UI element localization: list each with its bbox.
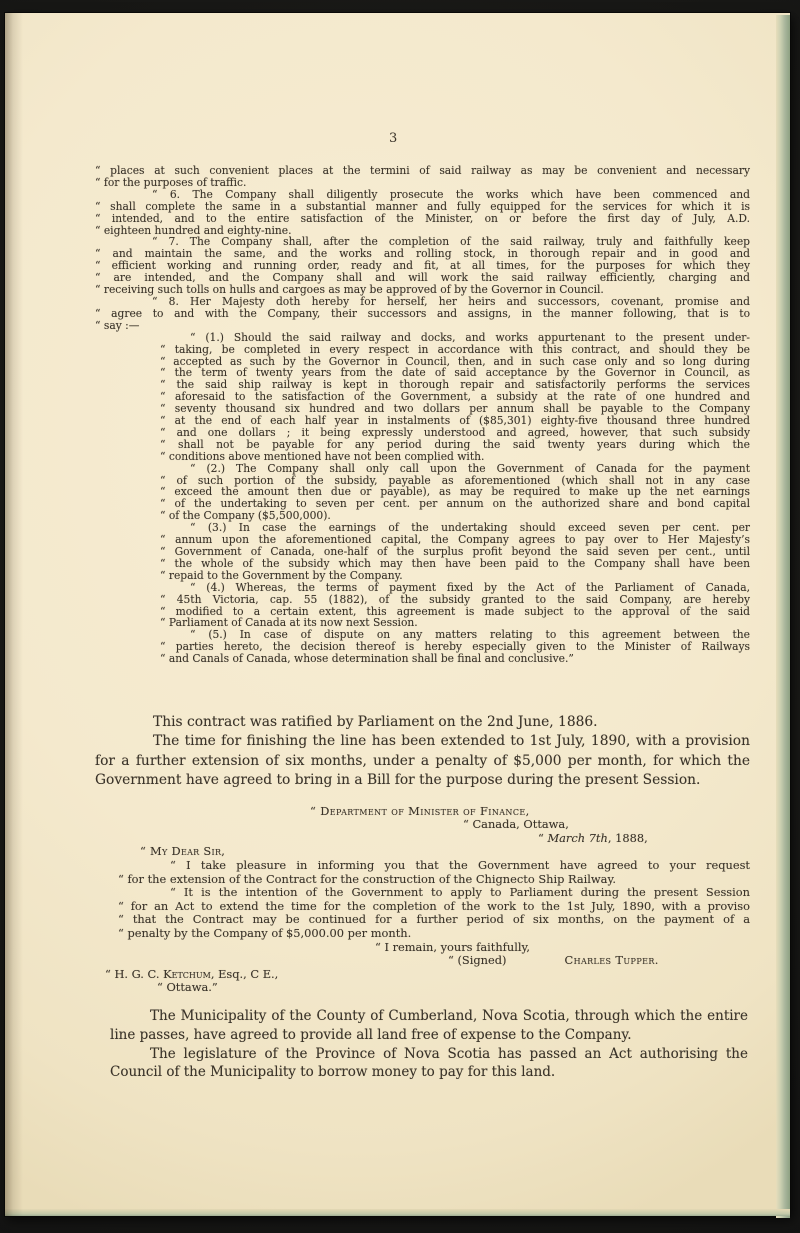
text-line: “ intended, and to the entire satisfaction of the Minister, on or before the first day of July, A.D.: [95, 211, 750, 225]
text-line: “ receiving such tolls on hulls and cargoes as may be approved of by the Governor in Council.: [95, 283, 604, 297]
text-line: “ of the Company ($5,500,000).: [160, 509, 331, 523]
letter-department-heading: “ Department of Minister of Finance,: [310, 803, 530, 818]
text-line: “ (4.) Whereas, the terms of payment fixed by the Act of the Parliament of Canada,: [190, 580, 750, 594]
contract-subclause-4: [160, 582, 750, 630]
report-closing-section: [95, 1007, 750, 1082]
letter-date-quote: “: [538, 830, 548, 845]
book-page-edges: [776, 15, 790, 1218]
text-line: “ agree to and with the Company, their successors and assigns, in the manner following, that is to: [95, 306, 750, 320]
book-page-edges-bottom: [5, 1209, 790, 1216]
text-line: “ aforesaid to the satisfaction of the Government, a subsidy at the rate of one hundred and: [160, 390, 750, 404]
letter-date-line: [538, 832, 750, 846]
text-line: “ are intended, and the Company shall and will work the said railway efficiently, charging and: [95, 271, 750, 285]
text-line: “ parties hereto, the decision thereof is hereby especially given to the Minister of Railways: [160, 640, 750, 654]
text-line: “ seventy thousand six hundred and two dollars per annum shall be payable to the Company: [160, 402, 750, 416]
text-line: “ at the end of each half year in instalments of ($85,301) eighty-five thousand three hundred: [160, 414, 750, 428]
contract-subclause-5: [160, 629, 750, 665]
text-line: “ 8. Her Majesty doth hereby for herself, her heirs and successors, covenant, promise and: [152, 294, 750, 308]
text-line: “ (3.) In case the earnings of the undertaking should exceed seven per cent. per: [190, 521, 750, 535]
contract-clause-8: [95, 296, 750, 332]
text-line: “ and one dollars ; it being expressly understood and agreed, however, that such subsidy: [160, 425, 750, 439]
text-line: “ 7. The Company shall, after the completion of the said railway, truly and faithfully keep: [152, 235, 750, 249]
letter-date-italic: March 7th: [547, 830, 608, 845]
text-line: “ I take pleasure in informing you that the Government have agreed to your request: [170, 858, 750, 873]
text-line: “ annum upon the aforementioned capital, the Company agrees to pay over to Her Majesty’s: [160, 533, 750, 547]
text-line: “ Parliament of Canada at its now next Session.: [160, 616, 418, 630]
text-line: “ shall not be payable for any period during the said twenty years during which the: [160, 437, 750, 451]
letter-place-line: “ Canada, Ottawa,: [463, 817, 569, 832]
text-line: “ for an Act to extend the time for the completion of the work to the 1st July, 1890, with a proviso: [118, 898, 750, 913]
text-line: “ and maintain the same, and the works and rolling stock, in thorough repair and in good and: [95, 247, 750, 261]
text-line: “ places at such convenient places at the termini of said railway as may be convenient and necessary: [95, 164, 750, 177]
text-line: “ (2.) The Company shall only call upon the Government of Canada for the payment: [190, 461, 750, 475]
letter-salutation: “ My Dear Sir,: [140, 844, 226, 859]
text-line: “ for the purposes of traffic.: [95, 175, 247, 189]
letter-addressee-city: “ Ottawa.”: [157, 980, 218, 995]
contract-subclause-1: [160, 332, 750, 463]
text-line: “ the term of twenty years from the date of said acceptance by the Governor in Council, as: [160, 366, 750, 380]
text-line: “ modified to a certain extent, this agreement is made subject to the approval of the said: [160, 604, 750, 618]
text-line: “ eighteen hundred and eighty-nine.: [95, 223, 292, 237]
text-line: “ It is the intention of the Government to apply to Parliament during the present Session: [170, 885, 750, 900]
contract-clause-7: [95, 236, 750, 296]
contract-clause-6: [95, 189, 750, 237]
text-line: “ efficient working and running order, ready and fit, at all times, for the purposes for which they: [95, 259, 750, 273]
addressee-surname: Ketchum: [163, 966, 211, 981]
text-line: “ 45th Victoria, cap. 55 (1882), of the subsidy granted to the said Company, are hereby: [160, 592, 750, 606]
letter-date-year: , 1888,: [607, 830, 648, 845]
letter-addressee-line: [105, 968, 750, 982]
text-line: “ accepted as such by the Governor in Council, then, and in such case only and so long during: [160, 354, 750, 368]
letter-body-paragraph-1: [118, 859, 750, 886]
contract-subclause-2: [160, 463, 750, 523]
municipality-paragraph: The Municipality of the County of Cumberland, Nova Scotia, through which the entire line passes, have agreed to provide all land free of expense to the Company.: [110, 1008, 748, 1043]
contract-quotation: [95, 165, 750, 665]
text-line: “ (1.) Should the said railway and docks, and works appurtenant to the present under-: [190, 330, 750, 344]
text-line: “ the whole of the subsidy which may then have been paid to the Company shall have been: [160, 556, 750, 570]
text-line: “ the said ship railway is kept in thorough repair and satisfactorily performs the services: [160, 378, 750, 392]
text-line: “ say :—: [95, 318, 140, 332]
scanned-document-page: [5, 13, 790, 1216]
signatory-name: Charles Tupper.: [564, 953, 659, 968]
text-line: “ exceed the amount then due or payable), as may be required to make up the net earnings: [160, 485, 750, 499]
extension-paragraph: The time for finishing the line has been extended to 1st July, 1890, with a provision for a further extension of six months, under a penalty of $5,000 per month, for which the Government have agreed to bring in a Bill for the purpose during the present Session.: [95, 733, 750, 789]
text-line: “ and Canals of Canada, whose determination shall be final and conclusive.”: [160, 652, 574, 666]
text-line: “ that the Contract may be continued for a further period of six months, on the payment of a: [118, 912, 750, 927]
report-ratification-section: [95, 713, 750, 791]
contract-paragraph-continued: [95, 165, 750, 189]
text-line: “ conditions above mentioned have not been complied with.: [160, 449, 485, 463]
finance-minister-letter: [95, 805, 750, 995]
text-line: “ penalty by the Company of $5,000.00 per month.: [118, 926, 412, 941]
text-line: “ shall complete the same in a substantial manner and fully equipped for the services for which it is: [95, 199, 750, 213]
letter-signature-line: [448, 954, 750, 968]
text-line: “ 6. The Company shall diligently prosecute the works which have been commenced and: [152, 187, 750, 201]
text-line: “ for the extension of the Contract for the construction of the Chignecto Ship Railway.: [118, 871, 617, 886]
addressee-title: , Esq., C E.,: [210, 966, 279, 981]
text-line: “ (5.) In case of dispute on any matters relating to this agreement between the: [190, 628, 750, 642]
page-number: 3: [389, 131, 398, 146]
page-gutter-shadow: [5, 13, 23, 1216]
contract-subclause-3: [160, 522, 750, 582]
page-content: [95, 165, 750, 1082]
legislature-paragraph: The legislature of the Province of Nova Scotia has passed an Act authorising the Council of the Municipality to borrow money to pay for this land.: [110, 1045, 748, 1081]
text-line: “ of such portion of the subsidy, payable as aforementioned (which shall not in any case: [160, 473, 750, 487]
addressee-initials: “ H. G. C.: [105, 966, 164, 981]
text-line: “ Government of Canada, one-half of the surplus profit beyond the said seven per cent., until: [160, 545, 750, 558]
text-line: “ of the undertaking to seven per cent. per annum on the authorized share and bond capital: [160, 497, 750, 511]
letter-body-paragraph-2: [118, 886, 750, 940]
text-line: “ taking, be completed in every respect in accordance with this contract, and should they be: [160, 342, 750, 356]
letter-closing-line: “ I remain, yours faithfully,: [375, 939, 531, 954]
signed-label: “ (Signed): [448, 953, 507, 968]
ratified-paragraph: This contract was ratified by Parliament on the 2nd June, 1886.: [153, 714, 598, 731]
text-line: “ repaid to the Government by the Company.: [160, 568, 403, 582]
